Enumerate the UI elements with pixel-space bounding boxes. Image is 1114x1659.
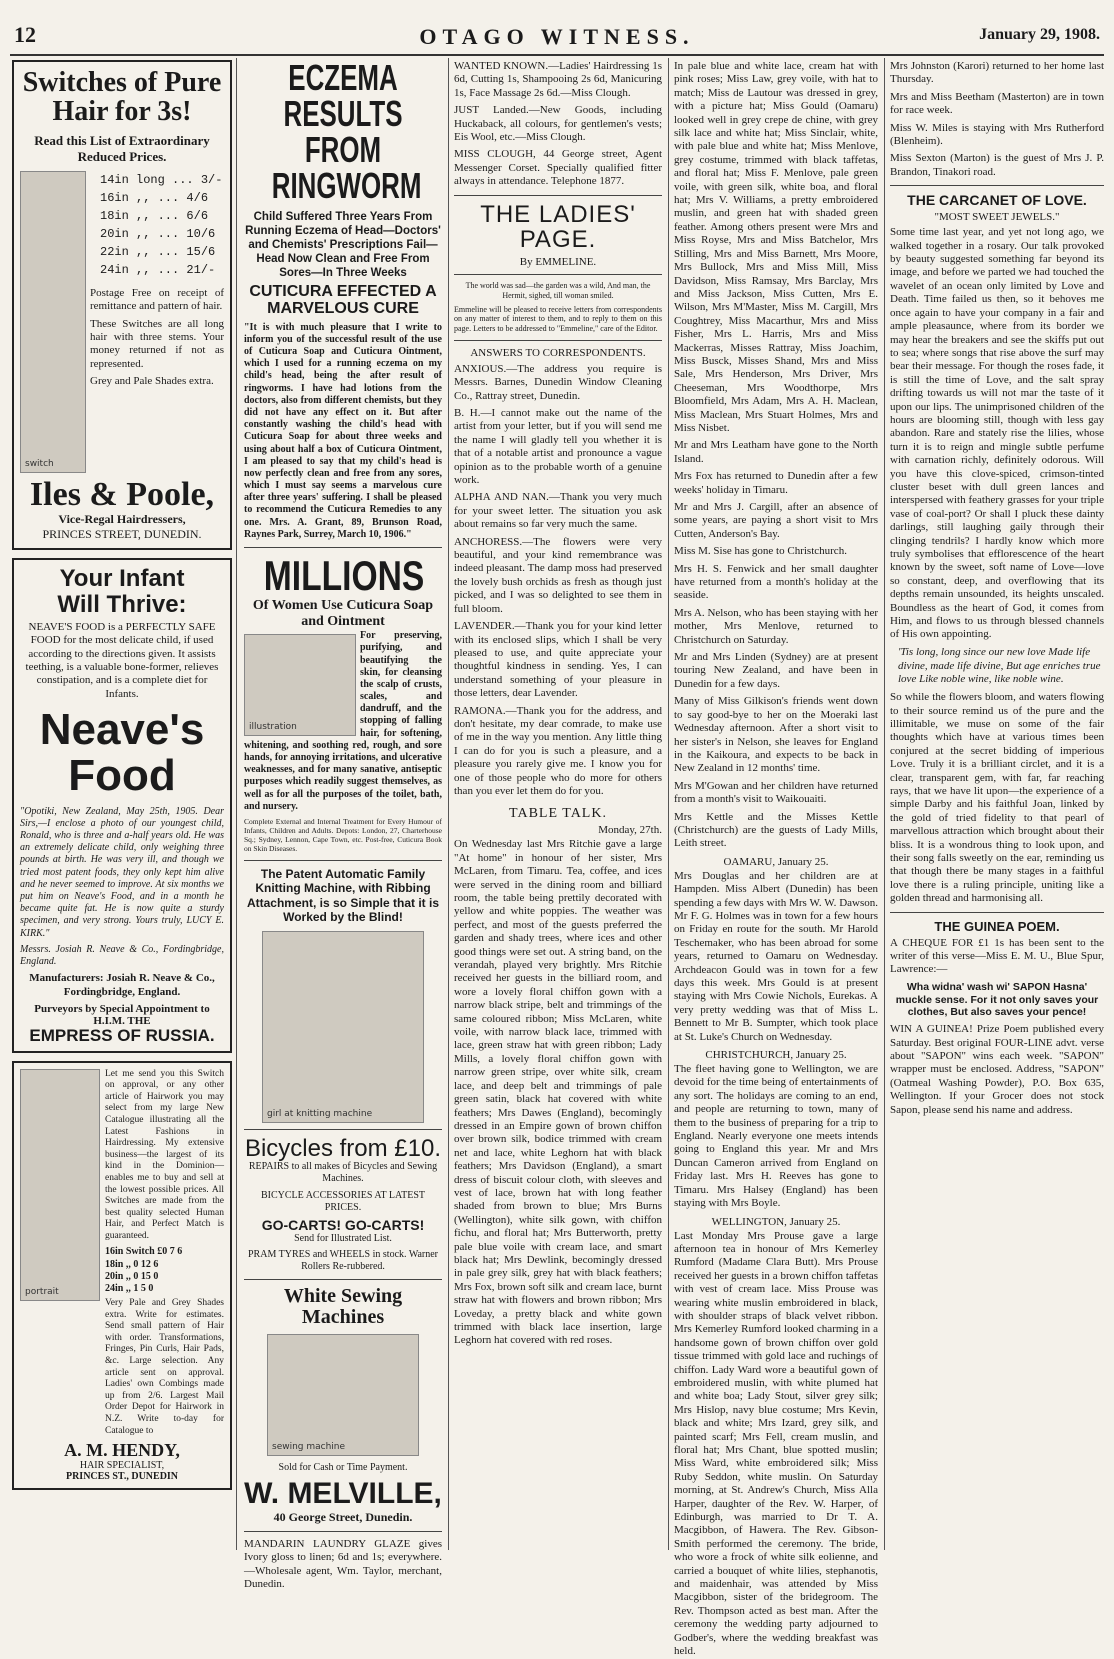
column-divider: [884, 58, 885, 1550]
section-rule: [890, 185, 1104, 186]
carcanet-title: THE CARCANET OF LOVE.: [907, 192, 1087, 209]
bicycles-heading: Bicycles from £10.: [244, 1135, 442, 1163]
knitting-machine-illustration: girl at knitting machine: [262, 931, 424, 1123]
social-note: Mrs H. S. Fenwick and her small daughter have returned from a month's holiday at the seaside.: [674, 562, 878, 602]
carcanet-body-2: So while the flowers bloom, and waters flowing to their source remind us of the pure and the illimitable, we muse on some of the fair thoughts which have at various times been conjured at the secret bidding of imperious Love. Truly it is a brilliant circlet, and it is a clear, transparent gem, with far, far reaching rays, that we have lit upon—the experience of a simple Darby and his faithful Joan, linked by the gold of tried fidelity to that pearl of marvellous attraction which brought about their bliss. It is a wondrous thing to look upon, and their song falls sweetly on the ear, reminding us that though there be many stages in a faithful love there is a ruling principle, uniting like a golden thread and harmonising all.: [890, 691, 1104, 905]
millions-heading: MILLIONS: [263, 552, 425, 600]
answers-title: ANSWERS TO CORRESPONDENTS.: [470, 346, 646, 359]
hendy-extra: Very Pale and Grey Shades extra. Write for estimates. Send small pattern of Hair with order. Transformations, Fringes, Pin Curls, Hair Pads, &c. Large selection. Any article sent on approval. Ladies' own Combings made up from 2/6. Largest Mail Order Depot for Hairwork in N.Z. Write to-day for Catalogue to: [105, 1298, 224, 1436]
guinea-poem-verse: Wha widna' wash wi' SAPON Hasna' muckle sense. For it not only saves your clothes, But also saves your pence!: [895, 980, 1099, 1019]
neave-makers: Manufacturers: Josiah R. Neave & Co., Fordingbridge, England.: [29, 972, 215, 998]
table-talk-title: TABLE TALK.: [509, 806, 607, 822]
eczema-testimonial: "It is with much pleasure that I write to inform you of the successful result of the use of Cuticura Soap and Cuticura Ointment, which I used for a running eczema on my child's head, being the after result of ringworms. I have had lotions from the doctors, also from different chemists, but they did not have any effect on it. But after constantly washing the child's head with Cuticura Soap for about three weeks and using about half a box of Cuticura Ointment, I am pleased to say that my child's head is now perfectly clean and free from any sores, which I must say seems a marvelous cure after three years' suffering. I shall be pleased to recommend the Cuticura Remedies to any one. Mrs. A. Grant, 89, Brunson Road, Raynes Park, Surrey, March 10, 1906.": [244, 321, 442, 540]
white-sewing-heading: White Sewing Machines: [283, 1285, 403, 1329]
switches-postage: Postage Free on receipt of remittance and pattern of hair.: [90, 286, 224, 313]
table-talk-body: On Wednesday last Mrs Ritchie gave a large "At home" in honour of her sister, Mrs McLaren, from Timaru. Tea, coffee, and ices were served in the dining room and billiard room, the table being prettily decorated with yellow and white poppies. The weather was perfect, and most of the guests preferred the garden and shady trees, where ices and other good things were set out. A string band, on the verandah, played very brightly. Mrs Ritchie received her guests in the billiard room, and wore a lovely floral chiffon gown with a narrow black stripe, belt and trimmings of the same coloured ribbon; Miss McLaren, white voile, with narrow black lace, trimmed with lace, green straw hat with green ribbon; Lady Mills, a lovely floral chiffon gown with narrow green stripe, over white silk, cream lace, and deep belt and trimmings of pale green satin, black hat covered with white feathers; Mrs Dawes (England), becomingly dressed in an Empire gown of brown chiffon over brown silk, bodice trimmed with cream net and lace, white Leghorn hat with black feathers; Mrs Davidson (England), a smart dress of biscuit colour cloth, with sleeves and vest of lace, brown hat with long feather shaded from brown to blue; Mrs Burns (Wellington), white silk gown, with chiffon fichu, and floral hat; Mrs Butterworth, pretty pale blue voile with cream lace, and smart black hat; Mrs Dewlink, becomingly dressed in pale grey silk, grey hat with black feathers; Mrs Fox, brown soft silk and cream lace, burnt straw hat with flowers and brown ribbon; Mrs Loveday, a pretty black and white gown trimmed with black lace insertion, large Leghorn hat covered with red roses.: [454, 838, 662, 1347]
christchurch-title: CHRISTCHURCH, January 25.: [705, 1049, 847, 1062]
mandarin-advert: MANDARIN LAUNDRY GLAZE gives Ivory gloss to linen; 6d and 1s; everywhere.—Wholesale agent, Wm. Taylor, merchant, Dunedin.: [244, 1537, 442, 1591]
hendy-trade: HAIR SPECIALIST,: [79, 1460, 165, 1471]
millions-subheading: Of Women Use Cuticura Soap and Ointment: [252, 598, 434, 630]
column-3: [454, 60, 662, 1550]
bicycles-list: Send for Illustrated List.: [294, 1232, 392, 1244]
section-rule: [244, 1531, 442, 1532]
social-note: Mr and Mrs J. Cargill, after an absence of some years, are paying a short visit to Mrs Cutten, Anderson's Bay.: [674, 501, 878, 540]
social-note: Mr and Mrs Linden (Sydney) are at present touring New Zealand, and have been in Dunedin for a few days.: [674, 651, 878, 690]
switches-price-1: 16in ,, ... 4/6: [100, 190, 209, 205]
eczema-subheading: Child Suffered Three Years From Running Eczema of Head—Doctors' and Chemists' Prescriptions Fail—Head Now Clean and Free From Sores—In Three Weeks: [245, 211, 441, 280]
carcanet-poem: 'Tis long, long since our new love Made life divine, made life divine, But age enriches true love Like noble wine, like noble wine.: [898, 645, 1101, 686]
section-rule: [244, 547, 442, 548]
bicycles-accessories: BICYCLE ACCESSORIES AT LATEST PRICES.: [260, 1189, 425, 1213]
millions-small-print: Complete External and Internal Treatment for Every Humour of Infants, Children and Adults. Depots: London, 27, Charterhouse Sq.; Sydney, Lennon, Cape Town, etc. Post-free, Cuticura Book on Skin Diseases.: [244, 816, 442, 854]
ladies-page-title: THE LADIES' PAGE.: [480, 200, 636, 253]
switches-price-5: 24in ,, ... 21/-: [100, 262, 216, 277]
lady-hair-illustration: portrait: [20, 1069, 100, 1301]
social-note: Mr and Mrs Leatham have gone to the North Island.: [674, 439, 878, 465]
switches-subheading: Read this List of Extraordinary Reduced Prices.: [34, 132, 210, 164]
hendy-advert: [12, 1061, 232, 1490]
hair-switch-illustration: switch: [20, 171, 86, 473]
visitor-note: Mrs Johnston (Karori) returned to her home last Thursday.: [890, 60, 1104, 86]
neave-empress: EMPRESS OF RUSSIA.: [29, 1025, 215, 1045]
christchurch-body: The fleet having gone to Wellington, we are devoid for the time being of entertainments of any sort. The holidays are coming to an end, and people are returning to town, many of them to the business of preparing for a trip to England. Nearly everyone one meets intends going to England this year. Mr and Mrs Duncan Cameron arrived from England on Friday last. Mrs H. Reeves has gone to Timaru. Mrs Halsey (England) has been staying with Mrs Boyle.: [674, 1063, 878, 1210]
page-date: January 29, 1908.: [979, 26, 1100, 43]
newspaper-title: OTAGO WITNESS.: [419, 24, 695, 49]
column-divider: [668, 58, 669, 1550]
social-note: Mrs A. Nelson, who has been staying with her mother, Mrs Menlove, returned to Christchurch on Saturday.: [674, 606, 878, 646]
switches-price-2: 18in ,, ... 6/6: [100, 208, 209, 223]
answer-item: LAVENDER.—Thank you for your kind letter with its enclosed slips, which I shall be very pleased to use, and quite appreciate your thoughtful kindness in sending. Yes, I can understand something of your pleasure in those letters, dear Lavender.: [454, 620, 662, 700]
gocarts-heading: GO-CARTS! GO-CARTS!: [261, 1216, 425, 1233]
millions-body: For preserving, purifying, and beautifying the skin, for cleansing the scalp of crusts, scales, and dandruff, and the stopping of falling hair, for softening, whitening, and soothing red, rough, and sore hands, for annoying irritations, and ulcerative weaknesses, and for many sanative, antiseptic purposes which readily suggest themselves, as well as for all the purposes of the toilet, bath, and nursery.: [244, 630, 442, 812]
neave-brand: Neave's Food: [39, 705, 205, 801]
page-number: 12: [14, 22, 36, 47]
millions-advert: [244, 554, 442, 853]
neave-advert: [12, 558, 232, 1052]
social-note: Many of Miss Gilkison's friends went down to say good-bye to her on the Moeraki last Wednesday afternoon. After a short visit to her sister's in Nelson, she leaves for England in the Kaikoura, and expects to be back in New Zealand in 12 months' time.: [674, 695, 878, 775]
social-note: Mrs M'Gowan and her children have returned from a month's visit to Waikouaiti.: [674, 779, 878, 806]
eczema-heading: ECZEMA RESULTS FROM RINGWORM: [271, 57, 422, 206]
wellington-title: WELLINGTON, January 25.: [711, 1215, 841, 1228]
social-note: Mrs Fox has returned to Dunedin after a few weeks' holiday in Timaru.: [674, 470, 878, 496]
hendy-address: PRINCES ST., DUNEDIN: [65, 1471, 179, 1482]
carcanet-subtitle: "MOST SWEET JEWELS.": [934, 211, 1060, 224]
section-rule: [454, 195, 662, 196]
hendy-price-2: 20in ,, 0 15 0: [105, 1270, 159, 1282]
oamaru-title: OAMARU, January 25.: [723, 855, 829, 868]
neave-purveyors: Purveyors by Special Appointment to H.I.M. THE: [34, 1002, 210, 1027]
knitting-advert: [244, 867, 442, 1124]
switches-price-4: 22in ,, ... 15/6: [100, 244, 216, 259]
switches-price-3: 20in ,, ... 10/6: [100, 226, 216, 241]
section-rule: [454, 340, 662, 341]
column-2: [244, 57, 442, 1591]
column-4: [674, 60, 878, 1658]
visitor-note: Miss Sexton (Marton) is the guest of Mrs J. P. Brandon, Tinakori road.: [890, 152, 1104, 178]
wellington-body: Last Monday Mrs Prouse gave a large afternoon tea in honour of Mrs Kemerley Rumford (Madame Clara Butt). Mrs Prouse received her guests in a brown chiffon taffetas with vest of cream lace. Miss Prouse was wearing white muslin embroidered in black, with shoulder straps of black velvet ribbon. Mrs Kemerley Rumford looked charming in a handsome gown of brown chiffon over gold tissue trimmed with gold lace and ruchings of chiffon. Lady Ward wore a beautiful gown of embroidered muslin, with white plumed hat and white boa; Lady Stout, silver grey silk; Mrs Hislop, navy blue costume; Mrs Kevin, black and white; Mrs Izard, grey silk, and painted scarf; Mrs Fell, cream muslin, and floral hat; Mrs Chant, blue spotted muslin; Miss Ward, white embroidered silk; Miss Ruby Seddon, white muslin. On Saturday morning, at St. Andrew's Church, Miss Alla Harper, daughter of the Rev. W. Harper, of Edinburgh, was married to Dr T. A. Macgibbon, of Hawera. The Rev. Gibson-Smith performed the ceremony. The bride, who wore a frock of white silk eolienne, and carried a bouquet of white lilies, stephanotis, and maidenhair, was attended by Miss Macgibbon, sister of the bridegroom. The Rev. Thompson acted as best man. After the ceremony the wedding party adjourned to Godber's, where the wedding breakfast was held.: [674, 1229, 878, 1658]
hendy-name: A. M. HENDY,: [64, 1440, 180, 1461]
iles-poole-name: Iles & Poole,: [29, 475, 215, 513]
section-rule: [244, 860, 442, 861]
switches-guarantee: These Switches are all long hair with three stems. Your money returned if not as represented.: [90, 317, 224, 370]
table-talk-date: Monday, 27th.: [598, 824, 662, 837]
column-5: [890, 60, 1104, 1550]
hendy-price-0: 16in Switch £0 7 6: [105, 1246, 183, 1258]
answer-item: B. H.—I cannot make out the name of the artist from your letter, but if you will send me the name I will gladly tell you whether it is that of a notable artist and pronounce a vague opinion as to the probable worth of a genuine work.: [454, 407, 662, 487]
bicycles-advert: [244, 1136, 442, 1273]
switches-advert: [12, 60, 232, 550]
section-rule: [454, 274, 662, 275]
neave-testimonial: "Opotiki, New Zealand, May 25th, 1905. Dear Sirs,—I enclose a photo of our youngest child, Ronald, who is three and a-half years old. He was an extremely delicate child, only weighing three pounds at birth. He was very ill, and though we tried most patent foods, they only kept him alive and he never seemed to improve. At six months we put him on Neave's Food, and in a month he became quite fat. He is now quite a sturdy specimen, and very strong. Yours truly, LUCY E. KIRK.": [20, 805, 224, 939]
oamaru-body: Mrs Douglas and her children are at Hampden. Miss Albert (Dunedin) has been spending a few days with Mrs W. W. Dawson. Mr F. G. Holmes was in town for a few hours on Friday en route for the south. Mr Harold Teschemaker, who has been abroad for some years, returned to Oamaru on Wednesday. Archdeacon Gould was in town for a few days this week. Mrs Gould is at present staying with Mrs Cowie Nichols, Eurekas. A very pretty wedding was that of Miss L. Bennett to Mr B. Sumpter, which took place at St. Luke's Church on Wednesday.: [674, 869, 878, 1043]
switches-heading: Switches of Pure Hair for 3s!: [22, 67, 222, 128]
woman-washing-hair-illustration: illustration: [244, 634, 356, 736]
white-sewing-advert: [244, 1286, 442, 1525]
section-rule: [244, 1129, 442, 1130]
answer-item: ANCHORESS.—The flowers were very beautiful, and your kind remembrance was indeed pleasant. The damp moss had preserved the lovely bush orchids as fresh as though just picked, and I was so delighted to see them in full bloom.: [454, 535, 662, 615]
social-report: In pale blue and white lace, cream hat with pink roses; Miss Law, grey voile, with hat to match; Miss de Lautour was dressed in grey, with a picture hat; Miss Gould (Oamaru) looked well in grey crepe de chine, with grey silk lace and white hat; Miss Sinclair, white, with pale blue and white hat; Miss Menlove, grey costume, trimmed with black taffetas, and floral hat; Miss F. Menlove, pale green voile, with green silk, white boa, and floral hat; Mrs V. Williams, a pretty embroidered muslin, and green hat with shaded green feather. Among others present were Mrs and Miss Royse, Mrs and Miss Batchelor, Mrs Stilling, Mrs and Miss Barnett, Mrs Moore, Mrs Bullock, Mrs and Miss Mill, Miss Davidson, Miss Ramsay, Mrs Barclay, Mrs and Miss Jackson, Miss Cutten, Mrs E. Wilson, Mrs M'Master, Miss M. Cargill, Mrs Coughtrey, Miss Macarthur, Mrs and Miss Fisher, Mrs L. Harris, Mrs and Miss Mackerras, Misses Rattray, Miss Joachim, Miss Busck, Misses Shand, Mrs and Miss Sale, Mrs Henderson, Mrs Driver, Mrs Cheeseman, Mrs Woodthorpe, Mrs Bloomfield, Mrs Adam, Mrs A. H. Maclean, Miss Maclean, Mrs Stuart Holmes, Mrs and Miss Nisbet.: [674, 60, 878, 434]
classified-1: JUST Landed.—New Goods, including Huckaback, all colours, for gentlemen's vests; Eis Wool, etc.—Miss Clough.: [454, 104, 662, 144]
cuticura-heading: CUTICURA EFFECTED A MARVELOUS CURE: [249, 283, 437, 317]
hendy-body: Let me send you this Switch on approval, or any other article of Hairwork you may select from my large New Catalogue illustrating all the Latest Fashions in Hairdressing. My extensive business—the largest of its kind in the Dominion—enables me to buy and sell at the lowest possible prices. All Switches are made from the best quality selected Human Hair, and Perfect Match is guaranteed.: [105, 1068, 224, 1241]
social-note: Mrs Kettle and the Misses Kettle (Christchurch) are the guests of Lady Mills, Leith street.: [674, 810, 878, 850]
sewing-machine-illustration: sewing machine: [267, 1334, 419, 1456]
page-header: [0, 0, 1114, 56]
neave-body: NEAVE'S FOOD is a PERFECTLY SAFE FOOD for the most delicate child, if used according to the directions given. It assists teething, is a valuable bone-former, relieves constipation, and is a complete diet for Infants.: [25, 620, 219, 700]
classified-0: WANTED KNOWN.—Ladies' Hairdressing 1s 6d, Cutting 1s, Shampooing 2s 6d, Manicuring 1s, Face Massage 2s 6d.—Miss Clough.: [454, 60, 662, 99]
section-rule: [244, 1279, 442, 1280]
carcanet-body: Some time last year, and yet not long ago, we walked together in a rosary. Our talk provoked by beauty suggested something far beyond its image, and before we parted we had touched the wavelet of an ocean only limited by Love and Death. Time failed us then, so it behoves me once again to have your company in a fair and ample pleasaunce, where from its border we may hear the breakers and see the skiffs put out to sea; where songs that rise above the surf may bear their message. For though the roses fade, it is still the time of Love, and the salt spray drifting towards us will not mar the taste of it upon our lips. The unimprisoned children of the hours are blooming still, though with less gay abandon. Rare and stately rise the lilies, whose turn it is to reign and mingle subtle perfume with carnation richly, definitely odorous. Will you have this clove-spiced, crimson-tinted cluster beset with dull green lances and interspersed with feathery grasses for your triple vase of coal-port? Or shall I pluck these dainty darlings, still laughing gaily through their clinging tendrils? I hardly know which more truly symbolises that efflorescence of the heart known by the sweet, soft name of Love—love so constant, deep, and overflowing that its depths remain unsounded, its heights unscaled. Boundless as the heart of God, it comes from Him, and flows to us through blessed channels of His own appointing.: [890, 226, 1104, 641]
visitor-note: Mrs and Miss Beetham (Masterton) are in town for race week.: [890, 90, 1104, 117]
answer-item: ANXIOUS.—The address you require is Messrs. Barnes, Dunedin Window Cleaning Co., Rattray street, Dunedin.: [454, 362, 662, 402]
hendy-price-1: 18in ,, 0 12 6: [105, 1258, 159, 1270]
answer-item: ALPHA AND NAN.—Thank you very much for your sweet letter. The situation you ask about remains so far very much the same.: [454, 491, 662, 531]
column-1: [12, 60, 232, 1550]
melville-name: W. MELVILLE,: [244, 1477, 442, 1511]
motto: The world was sad—the garden was a wild, And man, the Hermit, sighed, till woman smiled.: [465, 281, 651, 300]
melville-address: 40 George Street, Dunedin.: [273, 1509, 413, 1524]
visitor-note: Miss W. Miles is staying with Mrs Rutherford (Blenheim).: [890, 121, 1104, 148]
byline: By EMMELINE.: [519, 256, 597, 269]
white-sewing-sold: Sold for Cash or Time Payment.: [278, 1462, 408, 1474]
bicycles-pram: PRAM TYRES and WHEELS in stock. Warner Rollers Re-rubbered.: [247, 1248, 439, 1273]
switches-shades: Grey and Pale Shades extra.: [90, 375, 214, 388]
neave-heading-1: Your Infant: [59, 565, 185, 593]
iles-poole-trade: Vice-Regal Hairdressers,: [58, 512, 186, 527]
guinea-poem-intro: A CHEQUE FOR £1 1s has been sent to the writer of this verse—Miss E. M. U., Blue Spur, Lawrence:—: [890, 936, 1104, 976]
hendy-price-3: 24in ,, 1 5 0: [105, 1282, 154, 1294]
header-rule: [10, 54, 1104, 56]
classified-2: MISS CLOUGH, 44 George street, Agent Messenger Corset. Specially qualified fitter always in attendance. Telephone 1877.: [454, 148, 662, 188]
guinea-poem-title: THE GUINEA POEM.: [934, 918, 1060, 934]
column-divider: [236, 58, 237, 1550]
neave-heading-2: Will Thrive:: [57, 590, 187, 618]
knitting-heading: The Patent Automatic Family Knitting Machine, with Ribbing Attachment, is so Simple that it is Worked by the Blind!: [246, 866, 440, 925]
answer-item: RAMONA.—Thank you for the address, and don't hesitate, my dear comrade, to make use of me in the way you mention. Any little thing I can do for you is such a pleasure, and a pleasure you rarely give me. I know you for one of those people who do more for others than you ever let them do for you.: [454, 704, 662, 797]
social-note: Miss M. Sise has gone to Christchurch.: [674, 545, 847, 558]
iles-poole-address: PRINCES STREET, DUNEDIN.: [42, 527, 202, 542]
guinea-poem-footer: WIN A GUINEA! Prize Poem published every Saturday. Best original FOUR-LINE advt. verse about "SAPON" wins each week. "SAPON" wrapper must be enclosed. Address, "SAPON" (Oatmeal Washing Powder), P.O. Box 635, Wellington. If your Grocer does not stock Sapon, please send his name and address.: [890, 1023, 1104, 1116]
column-divider: [448, 58, 449, 1550]
bicycles-repairs: REPAIRS to all makes of Bicycles and Sewing Machines.: [248, 1161, 438, 1185]
switches-price-0: 14in long ... 3/-: [100, 172, 223, 187]
eczema-advert: [244, 57, 442, 541]
neave-addressee: Messrs. Josiah R. Neave & Co., Fordingbridge, England.: [20, 943, 224, 967]
notice: Emmeline will be pleased to receive letters from correspondents on any matter of interest to them, and to reply to them on this page. Letters to be addressed to "Emmeline," care of the Editor.: [454, 304, 662, 334]
section-rule: [890, 912, 1104, 913]
